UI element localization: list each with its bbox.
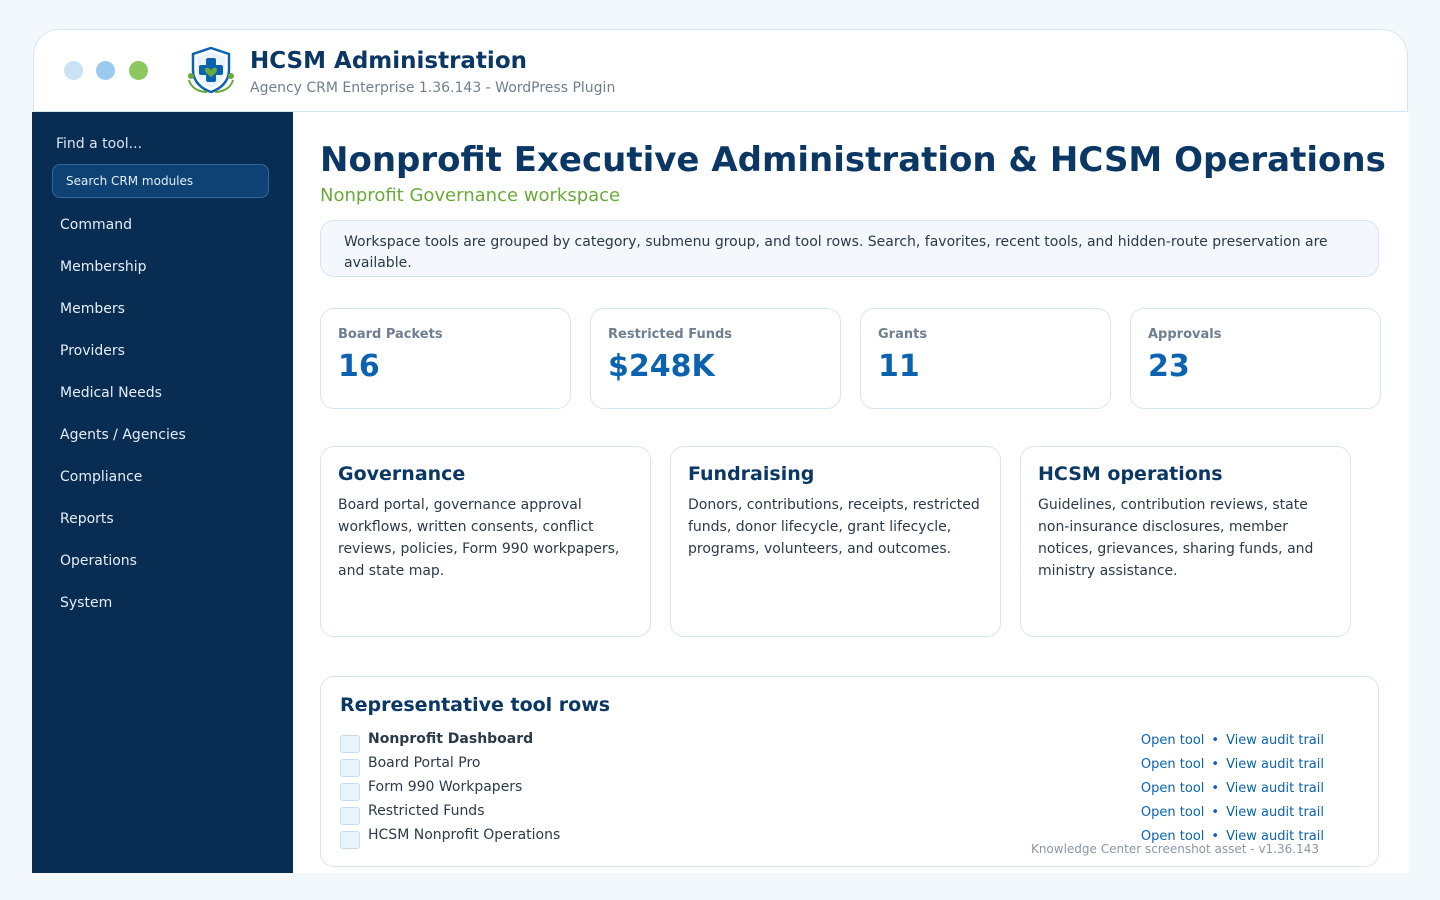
link-separator: • (1211, 805, 1220, 820)
tool-checkbox[interactable] (340, 807, 360, 825)
stat-card-grants (860, 308, 1111, 409)
stat-card-restricted-funds (590, 308, 841, 409)
tool-name: HCSM Nonprofit Operations (368, 827, 561, 843)
tool-links (1141, 757, 1324, 772)
find-tool-label: Find a tool... (56, 136, 143, 152)
tool-row (340, 731, 1340, 755)
stat-value: $248K (608, 349, 715, 384)
tool-row (340, 755, 1340, 779)
sidebar-item-reports[interactable]: Reports (60, 511, 114, 527)
view-audit-trail-link[interactable]: View audit trail (1226, 805, 1324, 820)
open-tool-link[interactable]: Open tool (1140, 781, 1205, 796)
card-title: HCSM operations (1038, 463, 1223, 485)
view-audit-trail-link[interactable]: View audit trail (1226, 757, 1324, 772)
card-hcsm-operations (1020, 446, 1351, 637)
card-body: Guidelines, contribution reviews, state non-insurance disclosures, member notices, grievances, sharing funds, and ministry assistance. (1038, 497, 1314, 579)
window-dot-green[interactable] (129, 61, 148, 80)
tool-checkbox[interactable] (340, 831, 360, 849)
sidebar-item-medical-needs[interactable]: Medical Needs (60, 385, 162, 401)
link-separator: • (1211, 757, 1220, 772)
page-title: Nonprofit Executive Administration & HCSM Operations (320, 140, 1386, 180)
link-separator: • (1211, 829, 1220, 844)
view-audit-trail-link[interactable]: View audit trail (1226, 829, 1324, 844)
stat-label: Restricted Funds (608, 327, 733, 342)
sidebar-item-members[interactable]: Members (60, 301, 125, 317)
sidebar-nav (32, 204, 293, 624)
app-title: HCSM Administration (250, 48, 527, 74)
open-tool-link[interactable]: Open tool (1140, 733, 1205, 748)
info-box: Workspace tools are grouped by category, submenu group, and tool rows. Search, favorites, recent tools, and hidden-route preservation are available. (320, 220, 1379, 277)
card-body: Donors, contributions, receipts, restricted funds, donor lifecycle, grant lifecycle, programs, volunteers, and outcomes. (688, 497, 980, 557)
tool-name: Board Portal Pro (368, 755, 481, 771)
open-tool-link[interactable]: Open tool (1140, 805, 1205, 820)
tool-links (1141, 805, 1324, 820)
search-input[interactable] (52, 164, 269, 198)
sidebar-item-providers[interactable]: Providers (60, 343, 125, 359)
shield-logo-icon (185, 46, 237, 94)
view-audit-trail-link[interactable]: View audit trail (1226, 781, 1324, 796)
footer-note: Knowledge Center screenshot asset - v1.36.143 (1030, 842, 1319, 856)
link-separator: • (1211, 781, 1220, 796)
window-dot-light-blue[interactable] (64, 61, 83, 80)
open-tool-link[interactable]: Open tool (1140, 757, 1205, 772)
window-dot-blue[interactable] (96, 61, 115, 80)
tool-checkbox[interactable] (340, 783, 360, 801)
sidebar (32, 112, 293, 873)
sidebar-item-compliance[interactable]: Compliance (60, 469, 143, 485)
tool-name: Nonprofit Dashboard (368, 731, 534, 747)
page-subtitle: Nonprofit Governance workspace (320, 185, 621, 206)
link-separator: • (1211, 733, 1220, 748)
tool-row (340, 803, 1340, 827)
tool-checkbox[interactable] (340, 735, 360, 753)
card-title: Governance (338, 463, 466, 485)
stat-value: 11 (878, 349, 920, 384)
stat-value: 23 (1148, 349, 1190, 384)
card-title: Fundraising (688, 463, 815, 485)
view-audit-trail-link[interactable]: View audit trail (1226, 733, 1324, 748)
card-fundraising (670, 446, 1001, 637)
main-content (293, 112, 1409, 873)
tool-links (1141, 733, 1324, 748)
stat-label: Approvals (1148, 327, 1222, 342)
tool-name: Form 990 Workpapers (368, 779, 523, 795)
stat-label: Grants (878, 327, 928, 342)
tool-row (340, 779, 1340, 803)
tool-rows-panel (320, 676, 1379, 867)
card-governance (320, 446, 651, 637)
stat-card-approvals (1130, 308, 1381, 409)
tool-name: Restricted Funds (368, 803, 485, 819)
card-body: Board portal, governance approval workflows, written consents, conflict reviews, policies, Form 990 workpapers, and state map. (338, 497, 620, 579)
sidebar-item-membership[interactable]: Membership (60, 259, 147, 275)
sidebar-item-agents-agencies[interactable]: Agents / Agencies (60, 427, 186, 443)
stat-value: 16 (338, 349, 380, 384)
tool-links (1141, 781, 1324, 796)
tool-checkbox[interactable] (340, 759, 360, 777)
sidebar-item-system[interactable]: System (60, 595, 113, 611)
sidebar-item-command[interactable]: Command (60, 217, 132, 233)
tool-rows-title: Representative tool rows (340, 694, 611, 716)
open-tool-link[interactable]: Open tool (1140, 829, 1205, 844)
app-subtitle: Agency CRM Enterprise 1.36.143 - WordPress Plugin (250, 80, 616, 96)
stat-card-board-packets (320, 308, 571, 409)
app-header (33, 29, 1408, 112)
stat-label: Board Packets (338, 327, 443, 342)
sidebar-item-operations[interactable]: Operations (60, 553, 137, 569)
